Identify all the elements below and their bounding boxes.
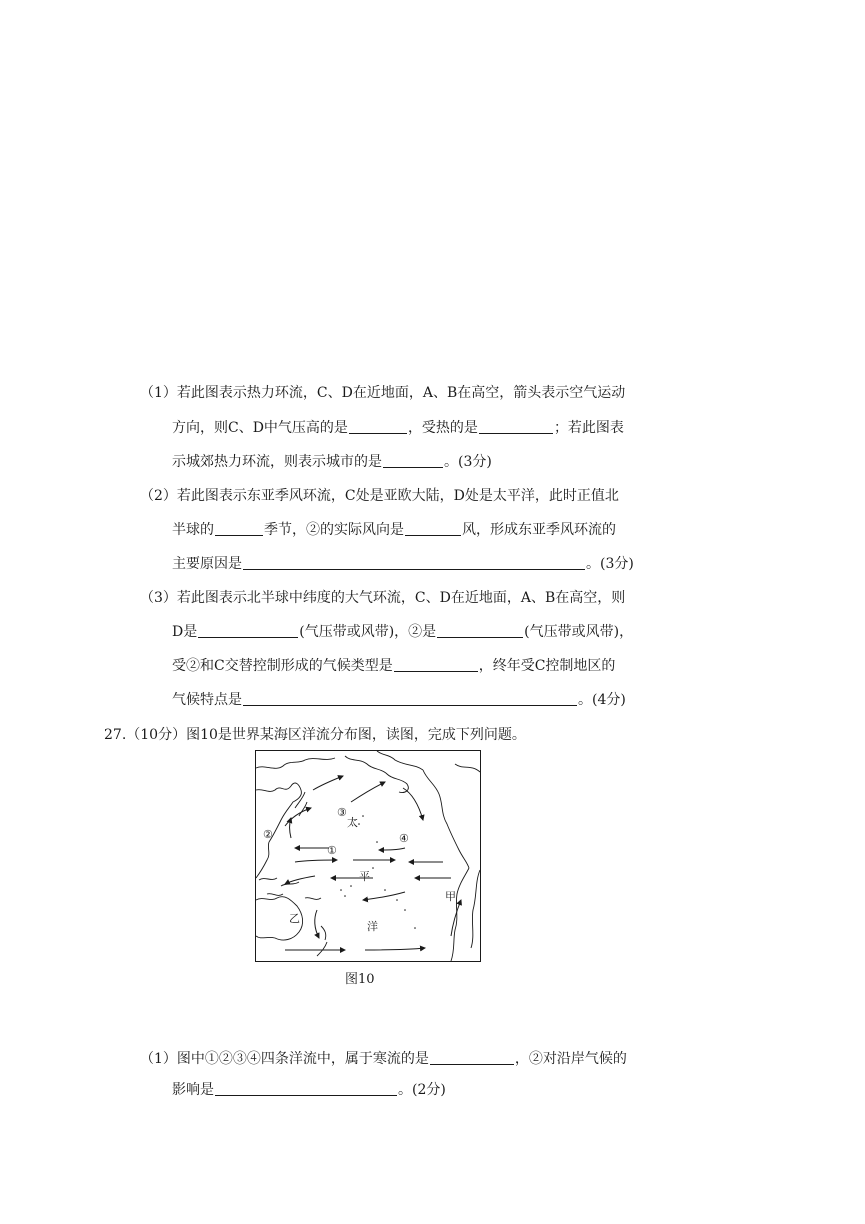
q26-p2-text-b: 季节，②的实际风向是 bbox=[264, 522, 404, 538]
q26-p1-text-c: ；若此图表 bbox=[553, 420, 624, 436]
q26-p1-line2 bbox=[172, 418, 624, 438]
q26-p3-text-d: 受②和C交替控制形成的气候类型是 bbox=[172, 658, 393, 674]
label-current-3: ③ bbox=[337, 806, 347, 819]
q27-p1-score: 。(2分) bbox=[398, 1082, 446, 1098]
figure-caption: 图10 bbox=[345, 972, 375, 987]
label-current-1: ① bbox=[327, 844, 337, 857]
answer-blank[interactable] bbox=[479, 419, 553, 434]
label-ping: 平 bbox=[359, 870, 370, 883]
q26-p3-text-b: (气压带或风带)，②是 bbox=[299, 624, 437, 640]
label-yang: 洋 bbox=[367, 920, 378, 933]
answer-blank[interactable] bbox=[383, 453, 443, 468]
answer-blank[interactable] bbox=[405, 521, 461, 536]
q26-p1-score: 。(3分) bbox=[444, 454, 492, 470]
label-tai: 太 bbox=[347, 816, 358, 829]
q27-heading: 27.（10分）图10是世界某海区洋流分布图，读图，完成下列问题。 bbox=[104, 727, 526, 743]
q26-p2-score: 。(3分) bbox=[586, 556, 634, 572]
q26-p3-text-e: ，终年受C控制地区的 bbox=[478, 658, 616, 674]
q26-p3-text-f: 气候特点是 bbox=[172, 692, 242, 708]
q26-p3-line2 bbox=[172, 622, 633, 642]
answer-blank[interactable] bbox=[430, 1050, 514, 1065]
q26-p2-text-d: 主要原因是 bbox=[172, 556, 242, 572]
q26-p1-line1: （1）若此图表示热力环流，C、D在近地面，A、B在高空，箭头表示空气运动 bbox=[140, 385, 626, 401]
q26-p1-line3 bbox=[172, 452, 492, 472]
q26-p3-line1: （3）若此图表示北半球中纬度的大气环流，C、D在近地面，A、B在高空，则 bbox=[140, 590, 626, 606]
answer-blank[interactable] bbox=[215, 521, 263, 536]
label-yi: 乙 bbox=[289, 912, 300, 925]
answer-blank[interactable] bbox=[243, 555, 585, 570]
q26-p2-line3 bbox=[172, 554, 634, 574]
label-current-2: ② bbox=[263, 828, 273, 841]
answer-blank[interactable] bbox=[437, 623, 523, 638]
answer-blank[interactable] bbox=[198, 623, 298, 638]
q26-p3-line4 bbox=[172, 690, 626, 710]
q27-p1-text-b: ，②对沿岸气候的 bbox=[514, 1051, 627, 1067]
q27-p1-line2 bbox=[172, 1080, 446, 1100]
answer-blank[interactable] bbox=[349, 419, 407, 434]
q27-p1-text-c: 影响是 bbox=[172, 1082, 214, 1098]
q26-p1-text-b: ，受热的是 bbox=[407, 420, 478, 436]
q26-p3-score: 。(4分) bbox=[578, 692, 626, 708]
q26-p3-line3 bbox=[172, 656, 615, 676]
q26-p3-text-a: D是 bbox=[172, 624, 198, 640]
q26-p2-text-c: 风，形成东亚季风环流的 bbox=[462, 522, 616, 538]
q26-p1-text-a: 方向，则C、D中气压高的是 bbox=[172, 420, 348, 436]
answer-blank[interactable] bbox=[394, 657, 478, 672]
q26-p2-text-a: 半球的 bbox=[172, 522, 214, 538]
answer-blank[interactable] bbox=[243, 691, 577, 706]
answer-blank[interactable] bbox=[215, 1081, 397, 1096]
q26-p1-text-d: 示城郊热力环流，则表示城市的是 bbox=[172, 454, 382, 470]
q27-p1-text-a: （1）图中①②③④四条洋流中，属于寒流的是 bbox=[140, 1051, 429, 1067]
q26-p2-line1: （2）若此图表示东亚季风环流，C处是亚欧大陆，D处是太平洋，此时正值北 bbox=[140, 488, 619, 504]
label-jia: 甲 bbox=[445, 890, 456, 903]
label-current-4: ④ bbox=[399, 832, 409, 845]
q27-p1-line1 bbox=[140, 1049, 627, 1069]
q26-p2-line2 bbox=[172, 520, 616, 540]
ocean-current-map bbox=[255, 750, 481, 962]
q26-p3-text-c: (气压带或风带)， bbox=[524, 624, 634, 640]
